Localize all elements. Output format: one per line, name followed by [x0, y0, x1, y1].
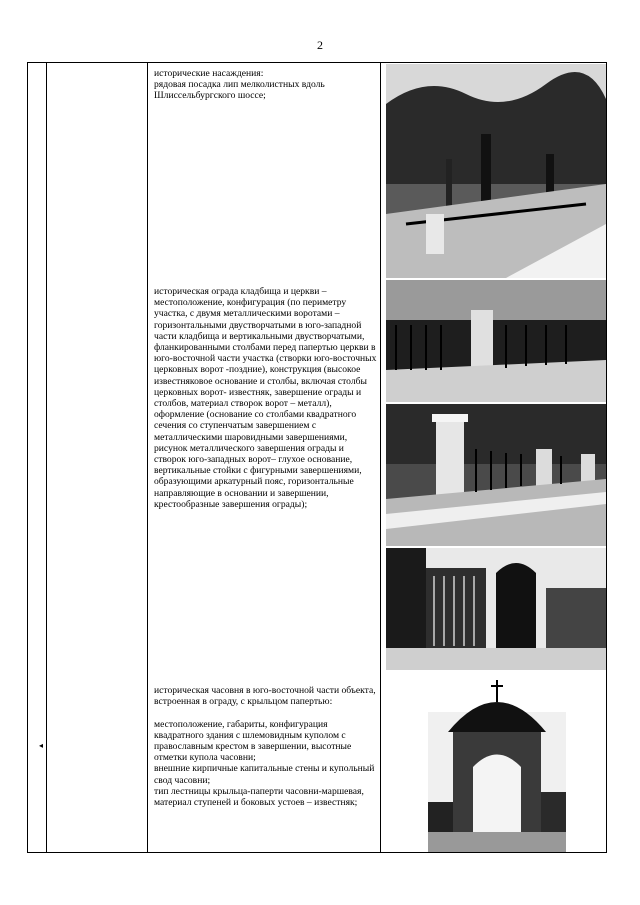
page-number: 2	[317, 38, 323, 52]
photo-gates	[386, 548, 606, 670]
paragraph: исторические насаждения:	[154, 68, 264, 79]
side-mark: ◂	[39, 741, 44, 750]
column-divider	[46, 63, 47, 852]
paragraph	[154, 707, 378, 718]
photo-chapel	[428, 672, 566, 852]
register-table	[27, 62, 607, 853]
photo-lime-trees	[386, 64, 606, 278]
text-block-fence	[154, 286, 378, 510]
text-block-chapel	[154, 685, 378, 808]
photo-fence-road	[386, 404, 606, 546]
paragraph: историческая часовня в юго-восточной части объекта, встроенная в ограду, с крыльцом папертью:	[154, 685, 376, 708]
paragraph: внешние кирпичные капитальные стены и купольный свод часовни;	[154, 763, 375, 786]
paragraph: местоположение, габариты, конфигурация квадратного здания с шлемовидным куполом с православным крестом в завершении, высотные отметки купола часовни;	[154, 718, 352, 764]
paragraph: тип лестницы крыльца-паперти часовни-маршевая, материал ступеней и боковых устоев – известняк;	[154, 785, 364, 809]
photo-fence-columns	[386, 280, 606, 402]
text-block-plantings	[154, 68, 378, 102]
paragraph: историческая ограда кладбища и церкви – местоположение, конфигурация (по периметру участка, с двумя металлическими воротами – горизонтальными двустворчатыми в юго-западной части кладбища и вертикальными двустворчатыми,	[154, 286, 365, 342]
column-divider	[380, 63, 381, 852]
paragraph: рядовая посадка лип мелколистных вдоль Шлиссельбургского шоссе;	[154, 79, 325, 102]
paragraph: фланкированными столбами перед папертью церкви в юго-восточной части участка (створки юго-восточных церковных ворот -поздние), конструкция (высокое известняковое основание и столбы, включая столбы церковных ворот- известняк, завершение ограды и столбов, материал створок ворот – металл), оформление (основание со столбами квадратного сечения со ступенчатым завершением с металлическими шаровидными завершениями, рисунок металлического завершения ограды и створок юго-западных ворот– глухое основание, вертикальные стойки с фигурными завершениями, образующими аркатурный пояс, горизонтальные направляющие в основании и завершении, крестообразные завершения ограды);	[154, 342, 377, 510]
column-divider	[147, 63, 148, 852]
